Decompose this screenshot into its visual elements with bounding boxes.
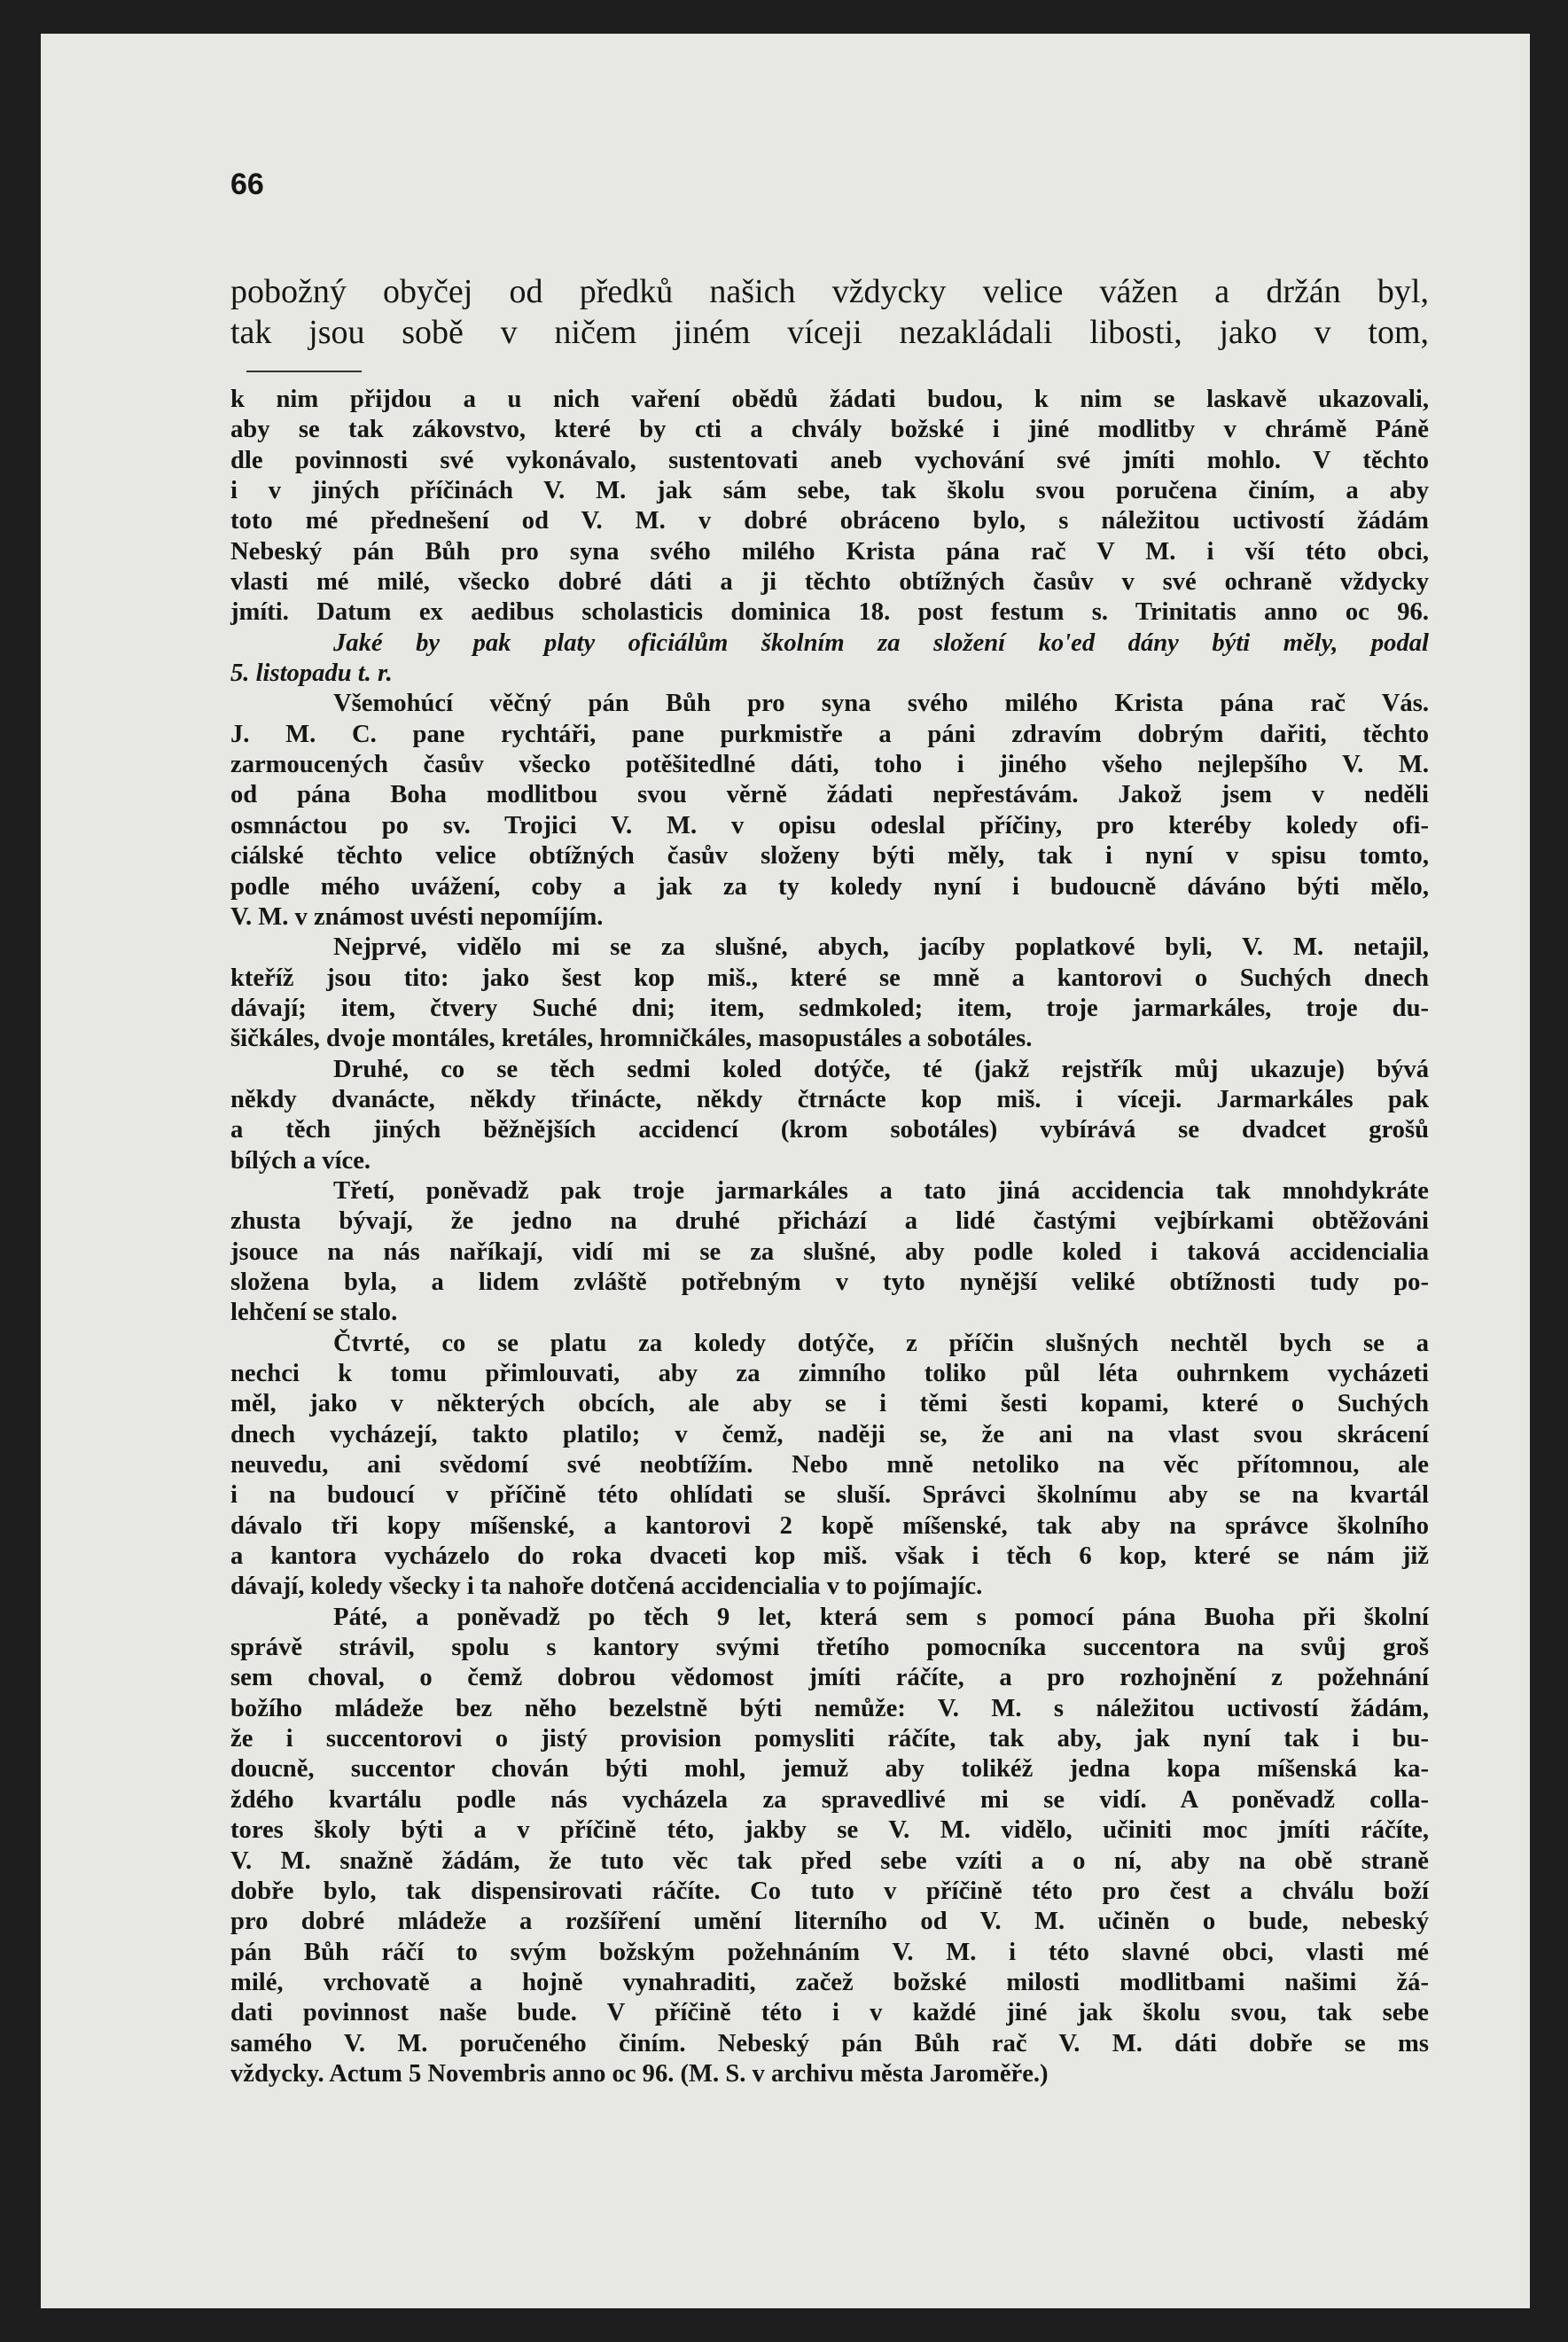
text-line: vlasti mé milé, všecko dobré dáti a ji těchto obtížných časův v své ochraně vždycky xyxy=(230,568,1429,597)
text-line: jsouce na nás naříkají, vidí mi se za slušné, aby podle koled i taková accidencialia xyxy=(230,1237,1429,1266)
text-line: šičkáles, dvoje montáles, kretáles, hromničkáles, masopustáles a sobotáles. xyxy=(230,1025,1033,1053)
text-line: zhusta bývají, že jedno na druhé přichází a lidé častými vejbírkami obtěžováni xyxy=(230,1207,1429,1236)
text-line: dávají; item, čtvery Suché dni; item, sedmkoled; item, troje jarmarkáles, troje du- xyxy=(230,994,1429,1022)
text-line: lehčení se stalo. xyxy=(230,1299,398,1327)
text-line: dnech vycházejí, takto platilo; v čemž, naději se, že ani na vlast svou skrácení xyxy=(230,1420,1429,1448)
text-line: vždycky. Actum 5 Novembris anno oc 96. (M. S. v archivu města Jaroměře.) xyxy=(230,2059,1049,2088)
text-line: neuvedu, ani svědomí své neobtížím. Nebo mně netoliko na věc přítomnou, ale xyxy=(230,1451,1429,1479)
text-line: i v jiných příčinách V. M. jak sám sebe, tak školu svou poručena činím, a aby xyxy=(230,477,1429,505)
text-line: J. M. C. pane rychtáři, pane purkmistře a páni zdravím dobrým dařiti, těchto xyxy=(230,720,1429,748)
text-line: samého V. M. poručeného činím. Nebeský pán Bůh rač V. M. dáti dobře se ms xyxy=(230,2029,1429,2057)
text-line: doucně, succentor chován býti mohl, jemuž aby tolikéž jedna kopa míšenská ka- xyxy=(230,1755,1429,1784)
text-line: a těch jiných běžnějších accidencí (krom sobotáles) vybírává se dvadcet grošů xyxy=(230,1116,1429,1144)
lead-line: tak jsou sobě v ničem jiném víceji nezakládali libosti, jako v tom, xyxy=(230,314,1429,351)
text-line: i na budoucí v příčině této ohlídati se sluší. Správci školnímu aby se na kvartál xyxy=(230,1481,1429,1510)
text-line: Všemohúcí věčný pán Bůh pro syna svého milého Krista pána rač Vás. xyxy=(333,690,1429,718)
text-line: někdy dvanácte, někdy třinácte, někdy čtrnácte kop miš. i víceji. Jarmarkáles pak xyxy=(230,1085,1429,1113)
text-line: Nejprvé, vidělo mi se za slušné, abych, jacíby poplatkové byli, V. M. netajil, xyxy=(333,933,1429,962)
text-line: tores školy býti a v příčině této, jakby se V. M. vidělo, učiniti moc jmíti ráčíte, xyxy=(230,1816,1429,1845)
text-line: bílých a více. xyxy=(230,1146,371,1175)
text-line: V. M. snažně žádám, že tuto věc tak před sebe vzíti a o ní, aby na obě straně xyxy=(230,1846,1429,1875)
section-heading: Jaké by pak platy oficiálům školním za složení ko'ed dány býti měly, podal xyxy=(333,628,1429,657)
lead-text xyxy=(230,271,1429,353)
text-line: od pána Boha modlitbou svou věrně žádati nepřestávám. Jakož jsem v neděli xyxy=(230,781,1429,809)
text-line: k nim přijdou a u nich vaření obědů žádati budou, k nim se laskavě ukazovali, xyxy=(230,386,1429,413)
page-number: 66 xyxy=(230,168,264,201)
separator-rule xyxy=(246,371,362,372)
text-line: dávalo tři kopy míšenské, a kantorovi 2 kopě míšenské, tak aby na správce školního xyxy=(230,1511,1429,1540)
text-line: osmnáctou po sv. Trojici V. M. v opisu odeslal příčiny, pro kteréby koledy ofi- xyxy=(230,811,1429,839)
text-line: dati povinnost naše bude. V příčině této i v každé jiné jak školu svou, tak sebe xyxy=(230,1999,1429,2027)
text-line: Druhé, co se těch sedmi koled dotýče, té (jakž rejstřík můj ukazuje) bývá xyxy=(333,1055,1429,1083)
lead-line: pobožný obyčej od předků našich vždycky velice vážen a držán byl, xyxy=(230,273,1429,310)
text-line: pán Bůh ráčí to svým božským požehnáním V. M. i této slavné obci, vlasti mé xyxy=(230,1938,1429,1966)
text-line: milé, vrchovatě a hojně vynahraditi, začež božské milosti modlitbami našimi žá- xyxy=(230,1968,1429,1996)
scanned-page xyxy=(41,34,1530,2308)
text-line: toto mé přednešení od V. M. v dobré obráceno bylo, s náležitou uctivostí žádám xyxy=(230,507,1429,535)
text-line: Nebeský pán Bůh pro syna svého milého Krista pána rač V M. i vší této obci, xyxy=(230,537,1429,566)
text-line: jmíti. Datum ex aedibus scholasticis dominica 18. post festum s. Trinitatis anno oc 96. xyxy=(230,598,1429,627)
text-line: nechci k tomu přimlouvati, aby za zimního toliko půl léta ouhrnkem vycházeti xyxy=(230,1360,1429,1387)
text-line: správě strávil, spolu s kantory svými třetího pomocníka succentora na svůj groš xyxy=(230,1634,1429,1662)
text-line: sem choval, o čemž dobrou vědomost jmíti ráčíte, a pro rozhojnění z požehnání xyxy=(230,1664,1429,1692)
page-content xyxy=(230,167,1429,2089)
text-line: složena byla, a lidem zvláště potřebným v tyto nynější veliké obtížnosti tudy po- xyxy=(230,1268,1429,1296)
text-line: podle mého uvážení, coby a jak za ty koledy nyní i budoucně dáváno býti mělo, xyxy=(230,872,1429,901)
text-line: aby se tak zákovstvo, které by cti a chvály božské i jiné modlitby v chrámě Páně xyxy=(230,416,1429,444)
text-line: pro dobré mládeže a rozšíření umění literního od V. M. učiněn o bude, nebeský xyxy=(230,1908,1429,1936)
text-line: kteříž jsou tito: jako šest kop miš., které se mně a kantorovi o Suchých dnech xyxy=(230,964,1429,992)
text-line: božího mládeže bez něho bezelstně býti nemůže: V. M. s náležitou uctivostí žádám, xyxy=(230,1694,1429,1722)
text-line: měl, jako v některých obcích, ale aby se i těmi šesti kopami, které o Suchých xyxy=(230,1390,1429,1418)
text-line: V. M. v známost uvésti nepomíjím. xyxy=(230,902,604,931)
text-line: Třetí, poněvadž pak troje jarmarkáles a tato jiná accidencia tak mnohdykráte xyxy=(333,1176,1429,1205)
text-line: dle povinnosti své vykonávalo, sustentovati aneb vychování své jmíti mohlo. V těchto xyxy=(230,446,1429,474)
letter-body xyxy=(230,385,1429,2089)
section-heading: 5. listopadu t. r. xyxy=(230,660,393,688)
text-line: Páté, a poněvadž po těch 9 let, která sem s pomocí pána Buoha při školní xyxy=(333,1603,1429,1631)
text-line: dobře bylo, tak dispensirovati ráčíte. Co tuto v příčině této pro čest a chválu boží xyxy=(230,1877,1429,1905)
text-line: a kantora vycházelo do roka dvaceti kop miš. však i těch 6 kop, které se nám již xyxy=(230,1542,1429,1571)
text-line: zarmoucených časův všecko potěšitedlné dáti, toho i jiného všeho nejlepšího V. M. xyxy=(230,751,1429,779)
text-line: že i succentorovi o jistý provision pomysliti ráčíte, tak aby, jak nyní tak i bu- xyxy=(230,1725,1429,1753)
text-line: ciálské těchto velice obtížných časův složeny býti měly, tak i nyní v spisu tomto, xyxy=(230,842,1429,870)
text-line: ždého kvartálu podle nás vycházela za spravedlivé mi se vidí. A poněvadž colla- xyxy=(230,1785,1429,1814)
text-line: dávají, koledy všecky i ta nahoře dotčená accidencialia v to pojímajíc. xyxy=(230,1573,983,1601)
text-line: Čtvrté, co se platu za koledy dotýče, z příčin slušných nechtěl bych se a xyxy=(333,1329,1429,1357)
